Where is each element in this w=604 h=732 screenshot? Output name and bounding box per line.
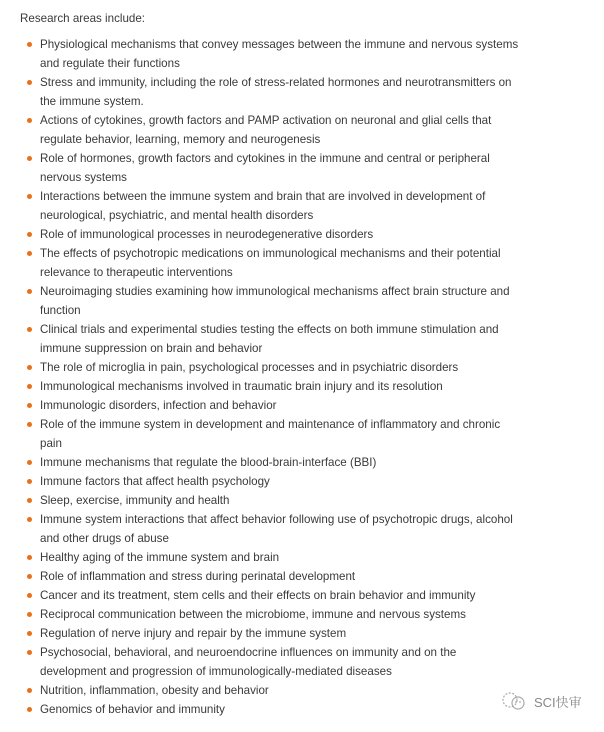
list-item-text: Neuroimaging studies examining how immunological mechanisms affect brain structure and — [40, 285, 510, 298]
watermark-text: SCI快审 — [534, 694, 582, 710]
list-item-text: The effects of psychotropic medications on immunological mechanisms and their potential — [40, 247, 501, 260]
list-item-text: Role of hormones, growth factors and cytokines in the immune and central or peripheral — [40, 152, 490, 165]
watermark — [500, 691, 582, 711]
list-item — [0, 453, 518, 472]
list-item-text: Cancer and its treatment, stem cells and their effects on brain behavior and immunity — [40, 589, 476, 602]
list-item — [0, 681, 518, 700]
list-item-text: Role of inflammation and stress during perinatal development — [40, 570, 356, 583]
list-item — [0, 282, 518, 320]
bullet-icon — [27, 574, 32, 579]
list-item — [0, 377, 518, 396]
bullet-icon — [27, 80, 32, 85]
list-item-text: Genomics of behavior and immunity — [40, 703, 225, 716]
bullet-icon — [27, 118, 32, 123]
list-item — [0, 149, 518, 187]
list-item-text: the immune system. — [40, 95, 144, 108]
bullet-icon — [27, 422, 32, 427]
list-item-text: Role of immunological processes in neurodegenerative disorders — [40, 228, 374, 241]
bullet-icon — [27, 42, 32, 47]
list-item-text: Role of the immune system in development and maintenance of inflammatory and chronic — [40, 418, 501, 431]
list-item — [0, 320, 518, 358]
bullet-icon — [27, 156, 32, 161]
list-item-text: The role of microglia in pain, psychological processes and in psychiatric disorders — [40, 361, 459, 374]
bullet-icon — [27, 688, 32, 693]
list-item-text: pain — [40, 437, 62, 450]
list-item-text: Immunologic disorders, infection and behavior — [40, 399, 277, 412]
list-item-text: immune suppression on brain and behavior — [40, 342, 263, 355]
wechat-icon — [500, 691, 528, 711]
bullet-icon — [27, 612, 32, 617]
list-item-text: Regulation of nerve injury and repair by the immune system — [40, 627, 347, 640]
list-item-text: Psychosocial, behavioral, and neuroendocrine influences on immunity and on the — [40, 646, 457, 659]
bullet-icon — [27, 327, 32, 332]
list-item — [0, 225, 518, 244]
bullet-icon — [27, 650, 32, 655]
list-item — [0, 567, 518, 586]
bullet-icon — [27, 289, 32, 294]
bullet-icon — [27, 251, 32, 256]
bullet-icon — [27, 479, 32, 484]
list-item — [0, 491, 518, 510]
list-item — [0, 624, 518, 643]
list-item — [0, 605, 518, 624]
list-item-text: development and progression of immunologically-mediated diseases — [40, 665, 392, 678]
list-item — [0, 111, 518, 149]
list-item — [0, 73, 518, 111]
bullet-icon — [27, 555, 32, 560]
research-areas-heading: Research areas include: — [20, 12, 146, 25]
list-item — [0, 586, 518, 605]
list-item-text: Immunological mechanisms involved in traumatic brain injury and its resolution — [40, 380, 443, 393]
list-item-text: and other drugs of abuse — [40, 532, 169, 545]
list-item — [0, 35, 518, 73]
list-item-text: Actions of cytokines, growth factors and PAMP activation on neuronal and glial cells that — [40, 114, 492, 127]
list-item-text: Immune mechanisms that regulate the blood-brain-interface (BBI) — [40, 456, 377, 469]
list-item-text: Stress and immunity, including the role of stress-related hormones and neurotransmitters on — [40, 76, 512, 89]
list-item-text: Physiological mechanisms that convey messages between the immune and nervous systems — [40, 38, 519, 51]
list-item — [0, 643, 518, 681]
bullet-icon — [27, 365, 32, 370]
list-item-text: Sleep, exercise, immunity and health — [40, 494, 230, 507]
list-item-text: Immune factors that affect health psychology — [40, 475, 270, 488]
bullet-icon — [27, 232, 32, 237]
list-item — [0, 396, 518, 415]
list-item-text: nervous systems — [40, 171, 127, 184]
list-item-text: regulate behavior, learning, memory and neurogenesis — [40, 133, 321, 146]
list-item-text: relevance to therapeutic interventions — [40, 266, 233, 279]
bullet-icon — [27, 593, 32, 598]
bullet-icon — [27, 403, 32, 408]
bullet-icon — [27, 498, 32, 503]
list-item-text: Reciprocal communication between the microbiome, immune and nervous systems — [40, 608, 466, 621]
bullet-icon — [27, 384, 32, 389]
list-item-text: and regulate their functions — [40, 57, 180, 70]
bullet-icon — [27, 517, 32, 522]
list-item — [0, 548, 518, 567]
list-item — [0, 358, 518, 377]
list-item-text: Nutrition, inflammation, obesity and behavior — [40, 684, 269, 697]
bullet-icon — [27, 707, 32, 712]
research-areas-list — [0, 35, 518, 719]
list-item — [0, 187, 518, 225]
list-item-text: function — [40, 304, 81, 317]
list-item-text: neurological, psychiatric, and mental health disorders — [40, 209, 314, 222]
list-item — [0, 510, 518, 548]
list-item — [0, 415, 518, 453]
bullet-icon — [27, 460, 32, 465]
list-item-text: Clinical trials and experimental studies testing the effects on both immune stimulation and — [40, 323, 499, 336]
list-item-text: Immune system interactions that affect behavior following use of psychotropic drugs, alcohol — [40, 513, 513, 526]
list-item-text: Interactions between the immune system and brain that are involved in development of — [40, 190, 486, 203]
bullet-icon — [27, 194, 32, 199]
list-item — [0, 244, 518, 282]
list-item — [0, 700, 518, 719]
bullet-icon — [27, 631, 32, 636]
list-item-text: Healthy aging of the immune system and brain — [40, 551, 280, 564]
list-item — [0, 472, 518, 491]
